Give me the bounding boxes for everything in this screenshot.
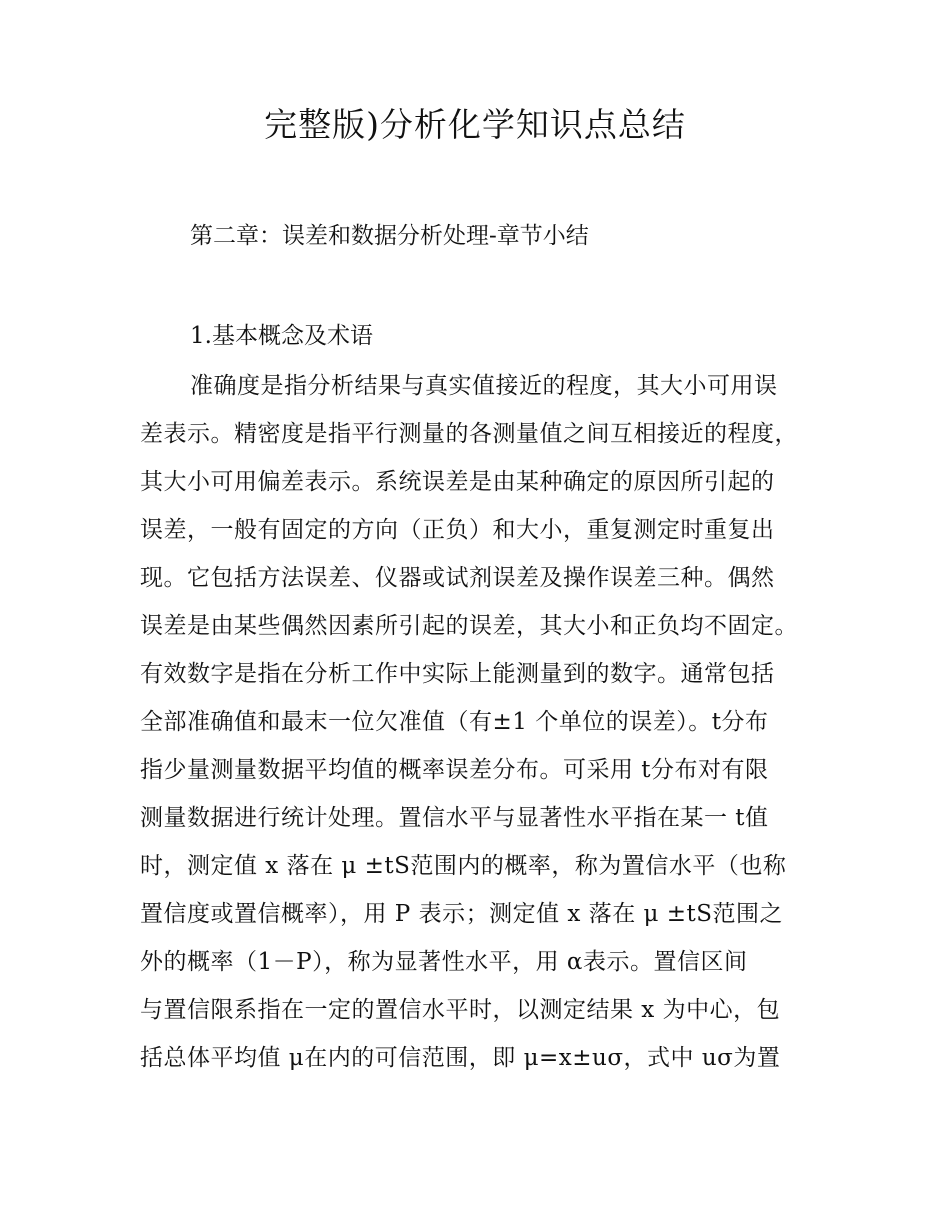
- paragraph-line: 置信度或置信概率），用 P 表示；测定值 x 落在 μ ±tS范围之: [140, 901, 784, 927]
- section-heading: 1.基本概念及术语: [190, 323, 373, 349]
- paragraph-line: 有效数字是指在分析工作中实际上能测量到的数字。通常包括: [140, 661, 775, 687]
- paragraph-line: 差表示。精密度是指平行测量的各测量值之间互相接近的程度，: [140, 421, 798, 447]
- paragraph-line: 括总体平均值 μ在内的可信范围，即 μ=x±uσ，式中 uσ为置: [140, 1045, 781, 1071]
- paragraph-line: 其大小可用偏差表示。系统误差是由某种确定的原因所引起的: [140, 469, 775, 495]
- paragraph-line: 测量数据进行统计处理。置信水平与显著性水平指在某一 t值: [140, 805, 769, 831]
- paragraph-line: 全部准确值和最末一位欠准值（有±1 个单位的误差）。t分布: [140, 709, 769, 735]
- paragraph-line: 时，测定值 x 落在 μ ±tS范围内的概率，称为置信水平（也称: [140, 853, 787, 879]
- chapter-heading: 第二章：误差和数据分析处理-章节小结: [190, 223, 589, 249]
- paragraph-line: 误差是由某些偶然因素所引起的误差，其大小和正负均不固定。: [140, 613, 798, 639]
- paragraph-line: 准确度是指分析结果与真实值接近的程度，其大小可用误: [190, 373, 778, 399]
- paragraph-line: 与置信限系指在一定的置信水平时，以测定结果 x 为中心，包: [140, 997, 781, 1023]
- paragraph-line: 外的概率（1－P），称为显著性水平，用 α表示。置信区间: [140, 949, 748, 975]
- paragraph-line: 现。它包括方法误差、仪器或试剂误差及操作误差三种。偶然: [140, 565, 775, 591]
- document-title: 完整版)分析化学知识点总结: [264, 105, 686, 144]
- paragraph-line: 指少量测量数据平均值的概率误差分布。可采用 t分布对有限: [140, 757, 769, 783]
- paragraph-line: 误差，一般有固定的方向（正负）和大小，重复测定时重复出: [140, 517, 775, 543]
